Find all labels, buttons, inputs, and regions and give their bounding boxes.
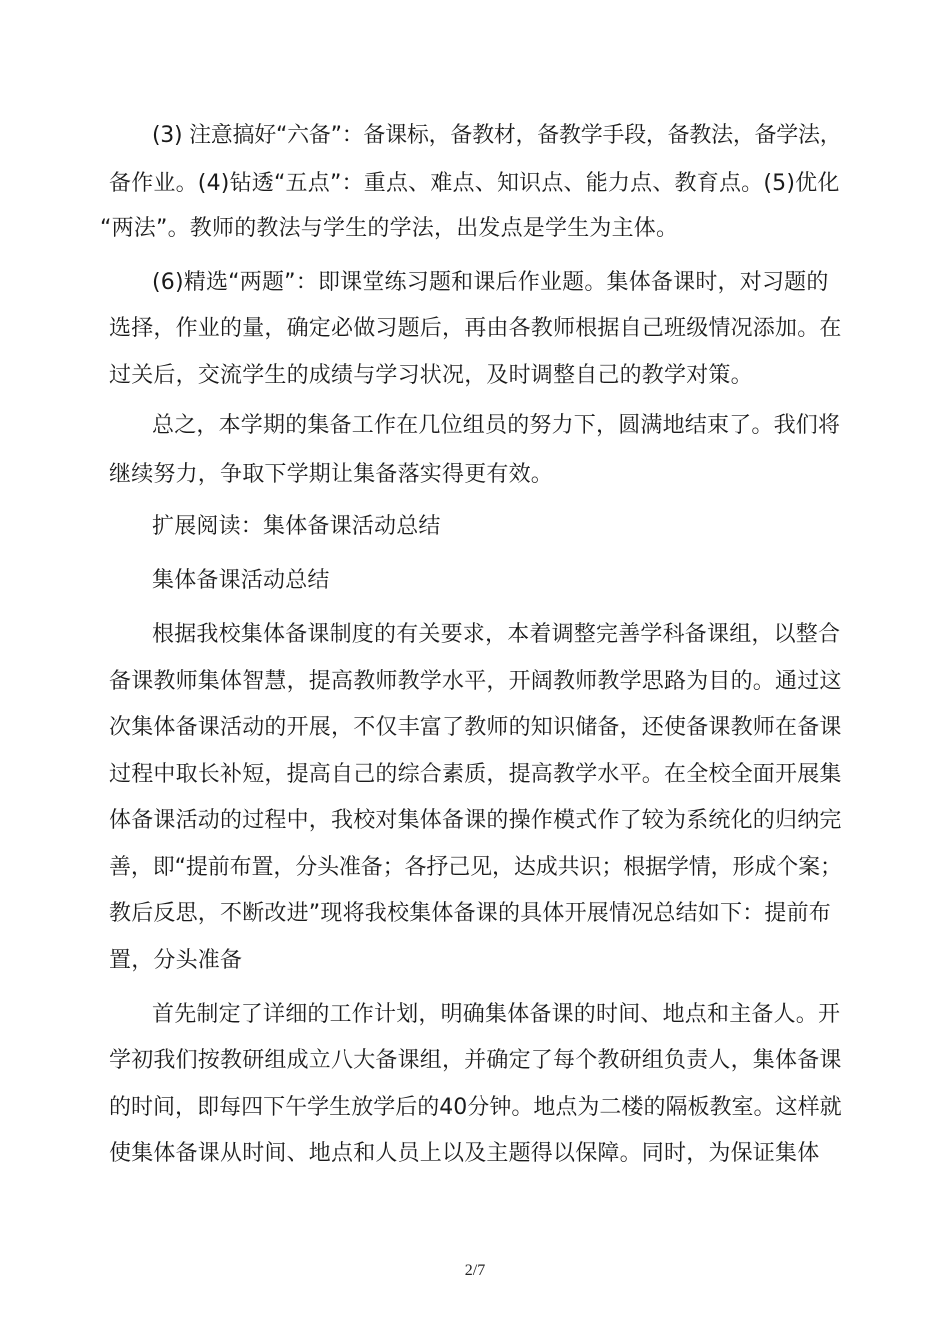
text-line: 学初我们按教研组成立八大备课组，并确定了每个教研组负责人，集体备课 bbox=[109, 1048, 842, 1073]
text-line: 备作业。(4)钻透“五点”：重点、难点、知识点、能力点、教育点。(5)优化 bbox=[109, 171, 840, 196]
text-line: 集体备课活动总结 bbox=[152, 568, 330, 593]
text-line: (3) 注意搞好“六备”：备课标，备教材，备教学手段，备教法，备学法， bbox=[152, 123, 842, 148]
text-line: 总之，本学期的集备工作在几位组员的努力下，圆满地结束了。我们将 bbox=[152, 413, 841, 438]
text-line: 的时间，即每四下午学生放学后的40分钟。地点为二楼的隔板教室。这样就 bbox=[109, 1095, 842, 1120]
text-line: 体备课活动的过程中，我校对集体备课的操作模式作了较为系统化的归纳完 bbox=[109, 808, 842, 833]
text-line: 置，分头准备 bbox=[109, 948, 243, 973]
page-number: 2/7 bbox=[464, 1262, 486, 1279]
text-line: 选择，作业的量，确定必做习题后，再由各教师根据自己班级情况添加。在 bbox=[109, 316, 842, 341]
text-line: 善，即“提前布置，分头准备；各抒己见，达成共识；根据学情，形成个案； bbox=[109, 855, 842, 880]
text-line: 使集体备课从时间、地点和人员上以及主题得以保障。同时，为保证集体 bbox=[109, 1141, 820, 1166]
text-line: 教后反思，不断改进”现将我校集体备课的具体开展情况总结如下：提前布 bbox=[109, 901, 831, 926]
text-line: (6)精选“两题”：即课堂练习题和课后作业题。集体备课时，对习题的 bbox=[152, 270, 829, 295]
text-line: 备课教师集体智慧，提高教师教学水平，开阔教师教学思路为目的。通过这 bbox=[109, 669, 842, 694]
text-line: 扩展阅读：集体备课活动总结 bbox=[152, 514, 441, 539]
text-line: 根据我校集体备课制度的有关要求，本着调整完善学科备课组，以整合 bbox=[152, 622, 841, 647]
text-line: 继续努力，争取下学期让集备落实得更有效。 bbox=[109, 462, 554, 487]
text-line: 首先制定了详细的工作计划，明确集体备课的时间、地点和主备人。开 bbox=[152, 1002, 841, 1027]
text-line: “两法”。教师的教法与学生的学法，出发点是学生为主体。 bbox=[100, 216, 679, 241]
text-line: 次集体备课活动的开展，不仅丰富了教师的知识储备，还使备课教师在备课 bbox=[109, 715, 842, 740]
text-line: 过程中取长补短，提高自己的综合素质，提高教学水平。在全校全面开展集 bbox=[109, 762, 842, 787]
text-line: 过关后，交流学生的成绩与学习状况，及时调整自己的教学对策。 bbox=[109, 363, 753, 388]
